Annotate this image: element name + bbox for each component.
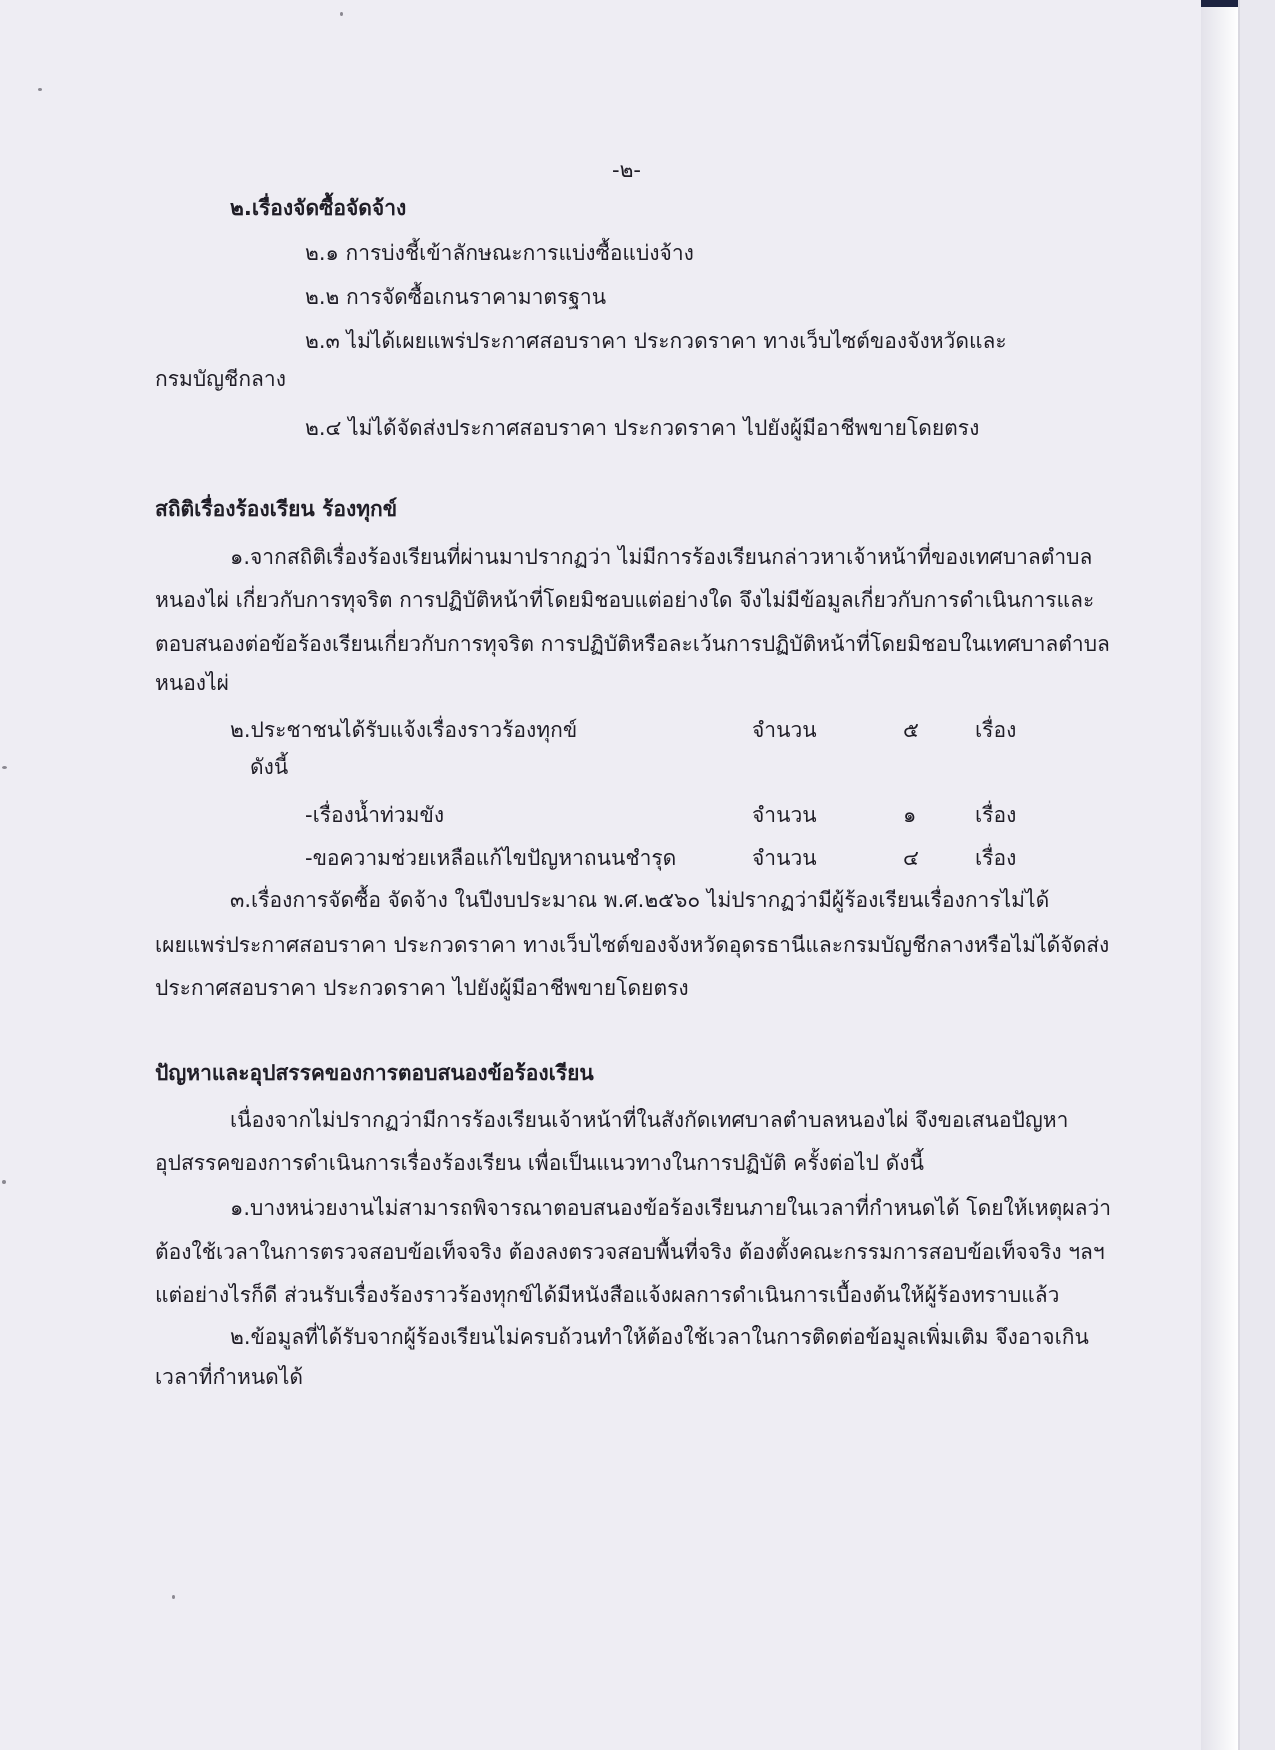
complaint-row-count-label: จำนวน bbox=[752, 803, 817, 827]
section2-item1: ๒.๑ การบ่งชี้เข้าลักษณะการแบ่งซื้อแบ่งจ้าง bbox=[305, 241, 694, 265]
problems-intro-line1: เนื่องจากไม่ปรากฏว่ามีการร้องเรียนเจ้าหน้าที่ในสังกัดเทศบาลตำบลหนองไผ่ จึงขอเสนอปัญหา bbox=[230, 1108, 1069, 1132]
section2-heading: ๒.เรื่องจัดซื้อจัดจ้าง bbox=[230, 196, 407, 220]
stats-p2-label: ๒.ประชาชนได้รับแจ้งเรื่องราวร้องทุกข์ bbox=[230, 718, 578, 742]
problems-p1-line1: ๑.บางหน่วยงานไม่สามารถพิจารณาตอบสนองข้อร้องเรียนภายในเวลาที่กำหนดได้ โดยให้เหตุผลว่า bbox=[230, 1196, 1112, 1220]
scan-speck bbox=[2, 766, 7, 769]
complaint-row bbox=[0, 800, 1238, 830]
section2-item2: ๒.๒ การจัดซื้อเกนราคามาตรฐาน bbox=[305, 285, 607, 309]
problems-p2-line1: ๒.ข้อมูลที่ได้รับจากผู้ร้องเรียนไม่ครบถ้วนทำให้ต้องใช้เวลาในการติดต่อข้อมูลเพิ่มเติม จึงอาจเกิน bbox=[230, 1325, 1089, 1349]
scan-speck bbox=[172, 1595, 175, 1599]
problems-heading: ปัญหาและอุปสรรคของการตอบสนองข้อร้องเรียน bbox=[155, 1061, 594, 1085]
complaint-row-label: -เรื่องน้ำท่วมขัง bbox=[305, 803, 445, 827]
stats-p2-unit: เรื่อง bbox=[975, 718, 1017, 742]
scan-speck bbox=[2, 1180, 6, 1184]
scan-speck bbox=[38, 88, 42, 91]
problems-p1-line2: ต้องใช้เวลาในการตรวจสอบข้อเท็จจริง ต้องลงตรวจสอบพื้นที่จริง ต้องตั้งคณะกรรมการสอบข้อเท็จจริง ฯลฯ bbox=[155, 1240, 1105, 1264]
corner-mark bbox=[1201, 0, 1238, 7]
stats-p1-line1: ๑.จากสถิติเรื่องร้องเรียนที่ผ่านมาปรากฏว่า ไม่มีการร้องเรียนกล่าวหาเจ้าหน้าที่ของเทศบาลตำบล bbox=[230, 545, 1093, 569]
stats-p1-line4: หนองไผ่ bbox=[155, 671, 229, 695]
section2-item3-cont: กรมบัญชีกลาง bbox=[155, 367, 286, 391]
complaint-row-label: -ขอความช่วยเหลือแก้ไขปัญหาถนนชำรุด bbox=[305, 846, 677, 870]
complaint-row-unit: เรื่อง bbox=[975, 846, 1017, 870]
page-number: -๒- bbox=[612, 158, 641, 182]
complaint-row bbox=[0, 843, 1238, 873]
stats-p1-line2: หนองไผ่ เกี่ยวกับการทุจริต การปฏิบัติหน้าที่โดยมิชอบแต่อย่างใด จึงไม่มีข้อมูลเกี่ยวกับการดำเนินการและ bbox=[155, 588, 1095, 612]
section2-item4: ๒.๔ ไม่ได้จัดส่งประกาศสอบราคา ประกวดราคา ไปยังผู้มีอาชีพขายโดยตรง bbox=[305, 416, 980, 440]
stats-p3-line1: ๓.เรื่องการจัดซื้อ จัดจ้าง ในปีงบประมาณ พ.ศ.๒๕๖๐ ไม่ปรากฏว่ามีผู้ร้องเรียนเรื่องการไม่ได้ bbox=[230, 888, 1050, 912]
complaint-row-count-label: จำนวน bbox=[752, 846, 817, 870]
stats-p2-count-label: จำนวน bbox=[752, 718, 817, 742]
problems-intro-line2: อุปสรรคของการดำเนินการเรื่องร้องเรียน เพื่อเป็นแนวทางในการปฏิบัติ ครั้งต่อไป ดังนี้ bbox=[155, 1151, 924, 1175]
stats-p3-line3: ประกาศสอบราคา ประกวดราคา ไปยังผู้มีอาชีพขายโดยตรง bbox=[155, 976, 689, 1000]
scan-edge bbox=[1201, 0, 1238, 1750]
stats-heading: สถิติเรื่องร้องเรียน ร้องทุกข์ bbox=[155, 497, 398, 521]
stats-p2-follow: ดังนี้ bbox=[250, 755, 289, 779]
stats-p1-line3: ตอบสนองต่อข้อร้องเรียนเกี่ยวกับการทุจริต การปฏิบัติหรือละเว้นการปฏิบัติหน้าที่โดยมิชอบในเทศบาลตำบล bbox=[155, 632, 1110, 656]
problems-p1-line3: แต่อย่างไรก็ดี ส่วนรับเรื่องร้องราวร้องทุกข์ได้มีหนังสือแจ้งผลการดำเนินการเบื้องต้นให้ผู้ร้องทราบแล้ว bbox=[155, 1283, 1060, 1307]
complaint-row-count: ๔ bbox=[903, 846, 919, 870]
stats-p2-count: ๕ bbox=[903, 718, 919, 742]
problems-p2-line2: เวลาที่กำหนดได้ bbox=[155, 1365, 304, 1389]
complaint-row-count: ๑ bbox=[903, 803, 917, 827]
section2-item3: ๒.๓ ไม่ได้เผยแพร่ประกาศสอบราคา ประกวดราคา ทางเว็บไซต์ของจังหวัดและ bbox=[305, 329, 1007, 353]
stats-p2-row bbox=[0, 715, 1238, 745]
scan-speck bbox=[340, 12, 343, 16]
complaint-row-unit: เรื่อง bbox=[975, 803, 1017, 827]
stats-p3-line2: เผยแพร่ประกาศสอบราคา ประกวดราคา ทางเว็บไซต์ของจังหวัดอุดรธานีและกรมบัญชีกลางหรือไม่ได้จัดส่ง bbox=[155, 933, 1110, 957]
